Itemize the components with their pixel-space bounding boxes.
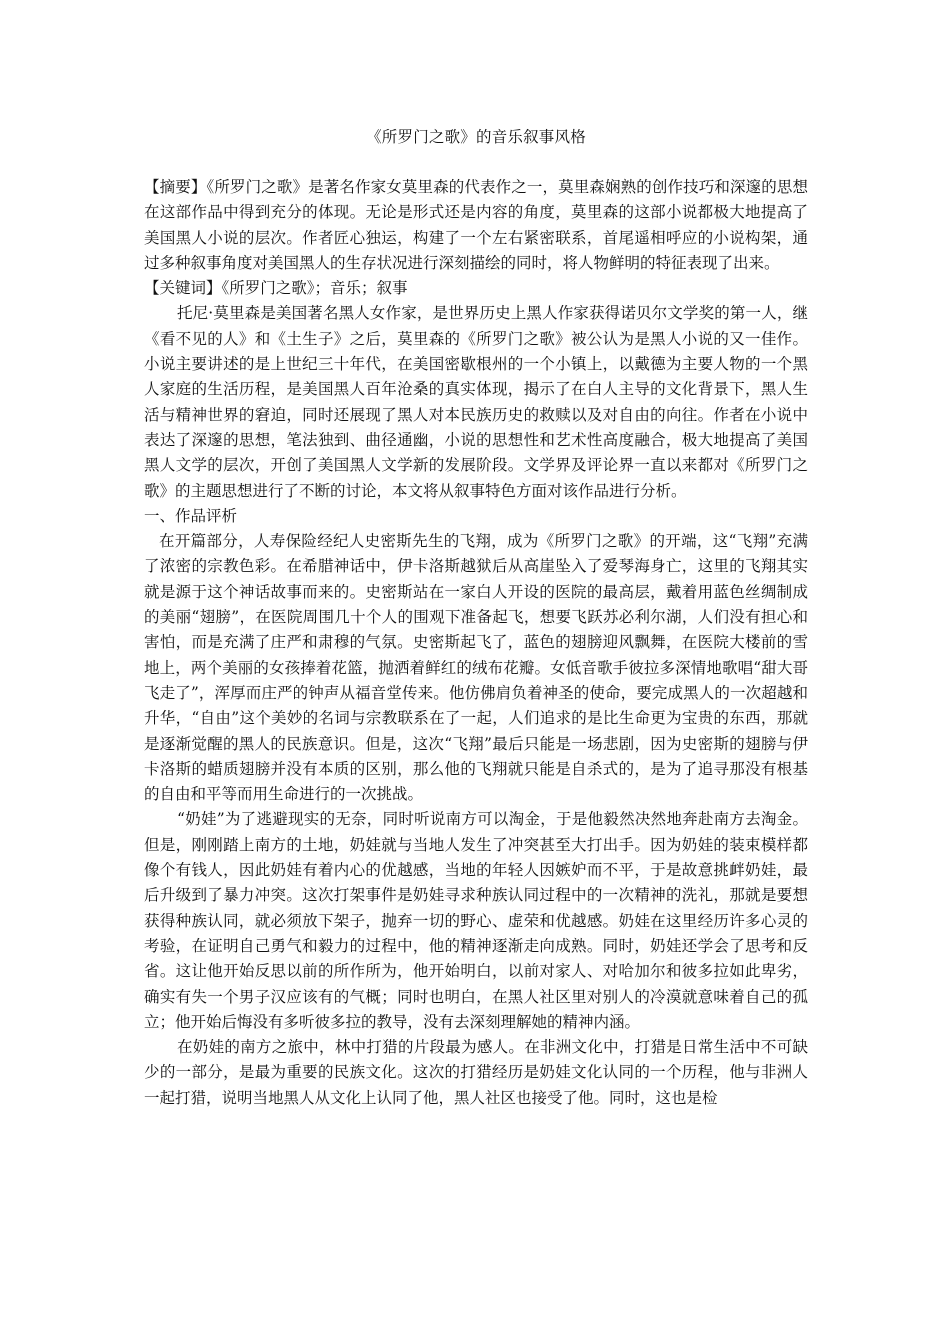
document-title: 《所罗门之歌》的音乐叙事风格 xyxy=(366,128,586,146)
body-paragraph-2: “奶娃”为了逃避现实的无奈，同时听说南方可以淘金，于是他毅然决然地奔赴南方去淘金。但是，刚刚踏上南方的土地，奶娃就与当地人发生了冲突甚至大打出手。因为奶娃的装束模样都像个有钱人，因此奶娃有着内心的优越感，当地的年轻人因嫉妒而不平，于是故意挑衅奶娃，最后升级到了暴力冲突。这次打架事件是奶娃寻求种族认同过程中的一次精神的洗礼，那就是要想获得种族认同，就必须放下架子，抛弃一切的野心、虚荣和优越感。奶娃在这里经历许多心灵的考验，在证明自己勇气和毅力的过程中，他的精神逐渐走向成熟。同时，奶娃还学会了思考和反省。这让他开始反思以前的所作所为，他开始明白，以前对家人、对哈加尔和彼多拉如此卑劣，确实有失一个男子汉应该有的气概；同时也明白，在黑人社区里对别人的冷漠就意味着自己的孤立；他开始后悔没有多听彼多拉的教导，没有去深刻理解她的精神内涵。 xyxy=(144,810,808,1031)
abstract-paragraph: 【摘要】《所罗门之歌》是著名作家女莫里森的代表作之一，莫里森娴熟的创作技巧和深邃的思想在这部作品中得到充分的体现。无论是形式还是内容的角度，莫里森的这部小说都极大地提高了美国黑人小说的层次。作者匠心独运，构建了一个左右紧密联系，首尾遥相呼应的小说构架，通过多种叙事角度对美国黑人的生存状况进行深刻描绘的同时，将人物鲜明的特征表现了出来。 xyxy=(144,178,808,272)
document-page xyxy=(144,0,808,1344)
intro-paragraph: 托尼·莫里森是美国著名黑人女作家，是世界历史上黑人作家获得诺贝尔文学奖的第一人，继《看不见的人》和《土生子》之后，莫里森的《所罗门之歌》被公认为是黑人小说的又一佳作。小说主要讲述的是上世纪三十年代，在美国密歇根州的一个小镇上，以戴德为主要人物的一个黑人家庭的生活历程，是美国黑人百年沧桑的真实体现，揭示了在白人主导的文化背景下，黑人生活与精神世界的窘迫，同时还展现了黑人对本民族历史的救赎以及对自由的向往。作者在小说中表达了深邃的思想，笔法独到、曲径通幽，小说的思想性和艺术性高度融合，极大地提高了美国黑人文学的层次，开创了美国黑人文学新的发展阶段。文学界及评论界一直以来都对《所罗门之歌》的主题思想进行了不断的讨论，本文将从叙事特色方面对该作品进行分析。 xyxy=(144,304,808,500)
keywords-line: 【关键词】《所罗门之歌》；音乐；叙事 xyxy=(144,279,408,298)
document-body xyxy=(144,175,808,1111)
section-heading: 一、作品评析 xyxy=(144,506,238,525)
body-paragraph-1: 在开篇部分，人寿保险经纪人史密斯先生的飞翔，成为《所罗门之歌》的开端，这“飞翔”充满了浓密的宗教色彩。在希腊神话中，伊卡洛斯越狱后从高崖坠入了爱琴海身亡，这里的飞翔其实就是源于这个神话故事而来的。史密斯站在一家白人开设的医院的最高层，戴着用蓝色丝绸制成的美丽“翅膀”，在医院周围几十个人的围观下准备起飞，想要飞跃苏必利尔湖，人们没有担心和害怕，而是充满了庄严和肃穆的气氛。史密斯起飞了，蓝色的翅膀迎风飘舞，在医院大楼前的雪地上，两个美丽的女孩捧着花篮，抛洒着鲜红的绒布花瓣。女低音歌手彼拉多深情地歌唱“甜大哥飞走了”，浑厚而庄严的钟声从福音堂传来。他仿佛肩负着神圣的使命，要完成黑人的一次超越和升华，“自由”这个美妙的名词与宗教联系在了一起，人们追求的是比生命更为宝贵的东西，那就是逐渐觉醒的黑人的民族意识。但是，这次“飞翔”最后只能是一场悲剧，因为史密斯的翅膀与伊卡洛斯的蜡质翅膀并没有本质的区别，那么他的飞翔就只能是自杀式的，是为了追寻那没有根基的自由和平等而用生命进行的一次挑战。 xyxy=(144,532,808,804)
body-paragraph-3: 在奶娃的南方之旅中，林中打猎的片段最为感人。在非洲文化中，打猎是日常生活中不可缺少的一部分，是最为重要的民族文化。这次的打猎经历是奶娃文化认同的一个历程，他与非洲人一起打猎，说明当地黑人从文化上认同了他，黑人社区也接受了他。同时，这也是检 xyxy=(144,1038,808,1107)
